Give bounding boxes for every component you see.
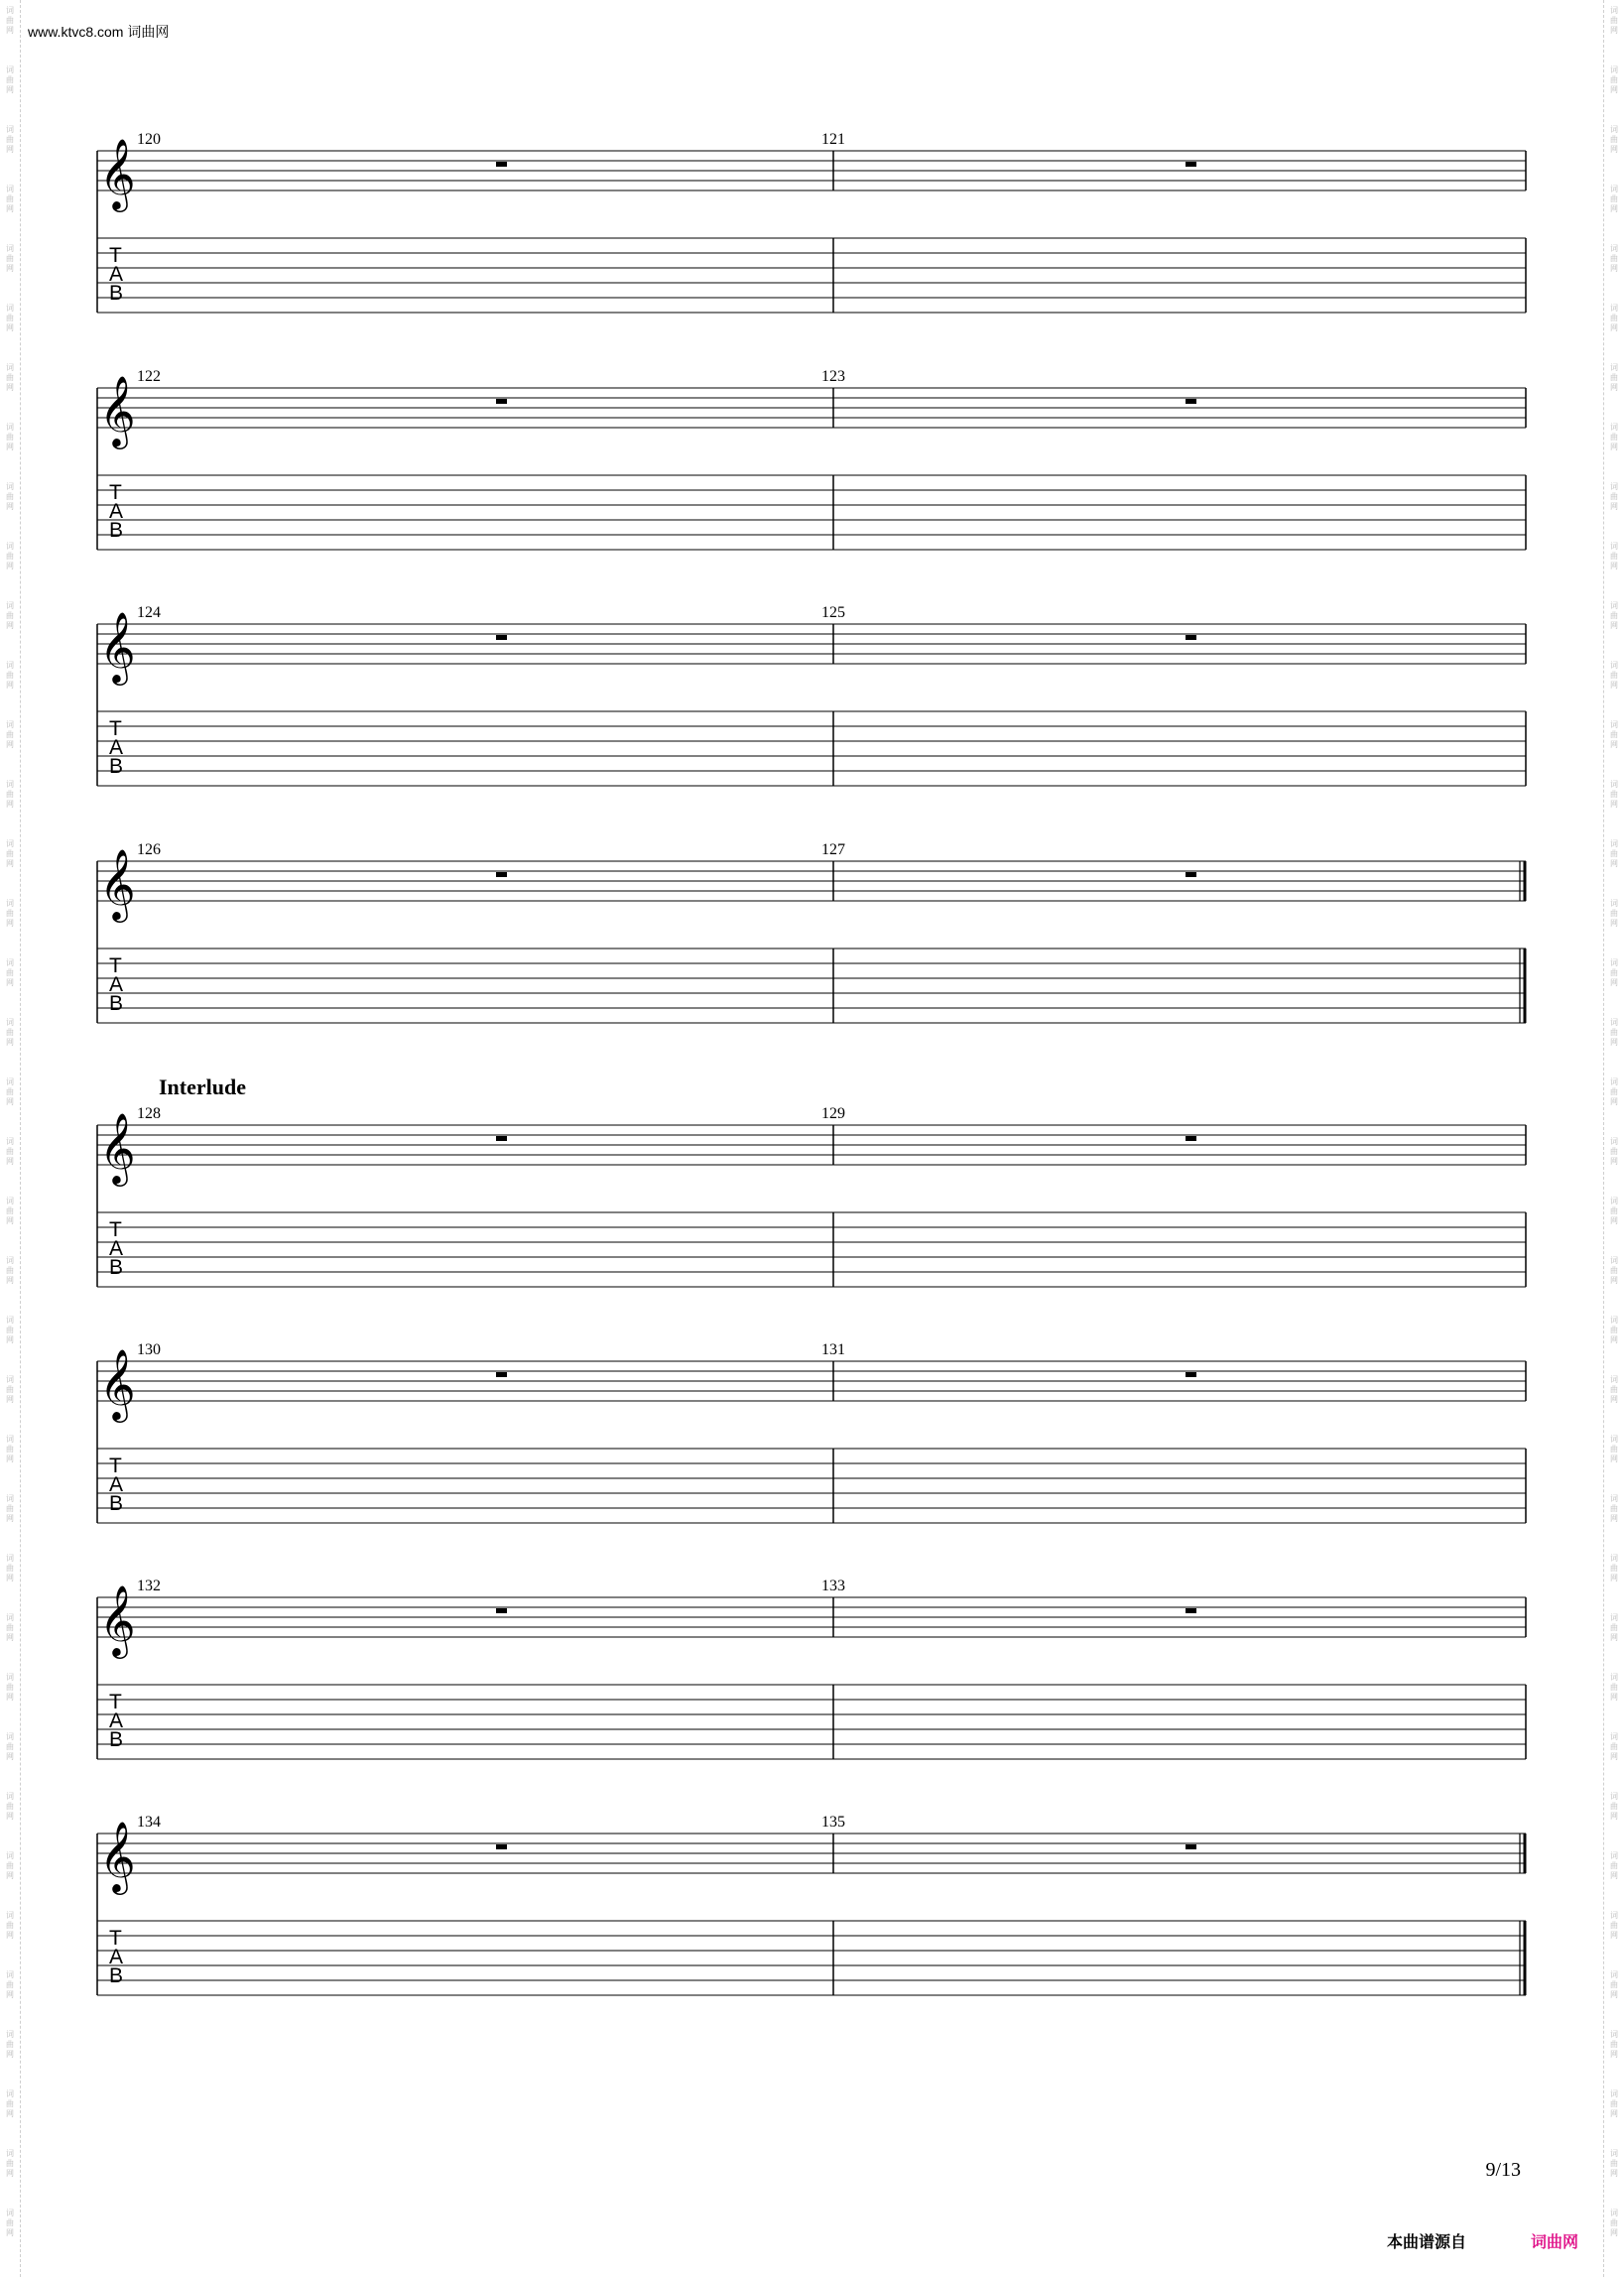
page-number: 9/13 (1485, 2159, 1521, 2181)
watermark-glyph: 词 曲 网 (6, 65, 14, 94)
tab-clef-letter: A (109, 1709, 124, 1732)
watermark-glyph: 词 曲 网 (1610, 1316, 1618, 1344)
watermark-glyph: 词 曲 网 (6, 125, 14, 154)
measure-number: 120 (137, 131, 161, 148)
watermark-glyph: 词 曲 网 (1610, 1673, 1618, 1702)
whole-rest (1186, 872, 1196, 877)
watermark-glyph: 词 曲 网 (6, 1554, 14, 1582)
watermark-glyph: 词 曲 网 (6, 542, 14, 570)
watermark-glyph: 词 曲 网 (1610, 958, 1618, 987)
watermark-glyph: 词 曲 网 (6, 1137, 14, 1166)
watermark-glyph: 词 曲 网 (6, 1792, 14, 1821)
watermark-glyph: 词 曲 网 (1610, 2089, 1618, 2118)
footer-source-label: 本曲谱源自 (1387, 2232, 1467, 2251)
whole-rest (496, 1844, 507, 1849)
watermark-glyph: 词 曲 网 (1610, 1018, 1618, 1047)
treble-clef-icon: 𝄞 (99, 1111, 136, 1184)
watermark-glyph: 词 曲 网 (1610, 780, 1618, 809)
whole-rest (1186, 162, 1196, 167)
score-system (97, 368, 1526, 557)
watermark-glyph: 词 曲 网 (6, 482, 14, 511)
treble-clef-icon: 𝄞 (99, 137, 136, 209)
watermark-glyph: 词 曲 网 (6, 2149, 14, 2178)
whole-rest (1186, 635, 1196, 640)
watermark-glyph: 词 曲 网 (1610, 1851, 1618, 1880)
watermark-glyph: 词 曲 网 (1610, 1792, 1618, 1821)
watermark-glyph: 词 曲 网 (1610, 6, 1618, 35)
treble-clef-icon: 𝄞 (99, 847, 136, 920)
watermark-glyph: 词 曲 网 (1610, 482, 1618, 511)
tab-clef-letter: T (109, 954, 122, 977)
tab-clef-letter: T (109, 1691, 122, 1713)
watermark-glyph: 词 曲 网 (6, 1197, 14, 1225)
measure-number: 129 (821, 1105, 845, 1122)
tab-clef-letter: A (109, 973, 124, 996)
whole-rest (1186, 1372, 1196, 1377)
treble-clef-icon: 𝄞 (99, 1347, 136, 1420)
whole-rest (1186, 1136, 1196, 1141)
score-system (97, 841, 1526, 1030)
tab-clef-letter: A (109, 500, 124, 523)
tab-clef-letter: T (109, 1218, 122, 1241)
watermark-glyph: 词 曲 网 (1610, 899, 1618, 928)
whole-rest (496, 399, 507, 404)
whole-rest (496, 1372, 507, 1377)
watermark-glyph: 词 曲 网 (6, 1018, 14, 1047)
tab-clef-letter: T (109, 244, 122, 267)
tab-clef-letter: A (109, 1946, 124, 1968)
watermark-glyph: 词 曲 网 (6, 244, 14, 273)
measure-number: 123 (821, 368, 845, 385)
tab-clef-letter: B (109, 1492, 124, 1515)
tab-clef-letter: B (109, 992, 124, 1015)
tab-clef-letter: T (109, 717, 122, 740)
watermark-glyph: 词 曲 网 (1610, 839, 1618, 868)
watermark-glyph: 词 曲 网 (6, 1435, 14, 1463)
watermark-glyph: 词 曲 网 (6, 661, 14, 690)
score-system (97, 1814, 1526, 2002)
watermark-glyph: 词 曲 网 (6, 1911, 14, 1940)
measure-number: 127 (821, 841, 845, 858)
watermark-glyph: 词 曲 网 (1610, 185, 1618, 213)
whole-rest (496, 635, 507, 640)
whole-rest (1186, 1844, 1196, 1849)
section-label: Interlude (159, 1075, 246, 1099)
measure-number: 130 (137, 1341, 161, 1358)
whole-rest (1186, 399, 1196, 404)
measure-number: 133 (821, 1578, 845, 1594)
whole-rest (1186, 1608, 1196, 1613)
watermark-glyph: 词 曲 网 (6, 839, 14, 868)
watermark-glyph: 词 曲 网 (6, 720, 14, 749)
tab-clef-letter: A (109, 1473, 124, 1496)
watermark-glyph: 词 曲 网 (6, 423, 14, 451)
watermark-glyph: 词 曲 网 (1610, 125, 1618, 154)
watermark-glyph: 词 曲 网 (6, 958, 14, 987)
tab-clef-letter: B (109, 282, 124, 305)
watermark-glyph: 词 曲 网 (1610, 1375, 1618, 1404)
watermark-glyph: 词 曲 网 (6, 899, 14, 928)
watermark-glyph: 词 曲 网 (1610, 2149, 1618, 2178)
score-system (97, 1578, 1526, 1766)
site-header[interactable]: www.ktvc8.com 词曲网 (28, 24, 170, 40)
watermark-glyph: 词 曲 网 (6, 6, 14, 35)
watermark-glyph: 词 曲 网 (1610, 1077, 1618, 1106)
whole-rest (496, 872, 507, 877)
watermark-glyph: 词 曲 网 (1610, 65, 1618, 94)
measure-number: 135 (821, 1814, 845, 1831)
tab-clef-letter: A (109, 1237, 124, 1260)
watermark-glyph: 词 曲 网 (6, 1970, 14, 1999)
treble-clef-icon: 𝄞 (99, 374, 136, 446)
watermark-glyph: 词 曲 网 (1610, 1732, 1618, 1761)
watermark-glyph: 词 曲 网 (1610, 423, 1618, 451)
measure-number: 131 (821, 1341, 845, 1358)
watermark-glyph: 词 曲 网 (6, 185, 14, 213)
watermark-glyph: 词 曲 网 (6, 780, 14, 809)
score-system (97, 1105, 1526, 1294)
watermark-glyph: 词 曲 网 (1610, 1197, 1618, 1225)
measure-number: 128 (137, 1105, 161, 1122)
measure-number: 124 (137, 604, 161, 621)
tab-clef-letter: B (109, 1256, 124, 1279)
watermark-glyph: 词 曲 网 (1610, 363, 1618, 392)
watermark-glyph: 词 曲 网 (1610, 542, 1618, 570)
tab-clef-letter: A (109, 736, 124, 759)
measure-number: 121 (821, 131, 845, 148)
watermark-glyph: 词 曲 网 (6, 304, 14, 332)
watermark-glyph: 词 曲 网 (6, 1256, 14, 1285)
watermark-glyph: 词 曲 网 (1610, 1554, 1618, 1582)
watermark-glyph: 词 曲 网 (6, 601, 14, 630)
score-system (97, 1341, 1526, 1530)
whole-rest (496, 1136, 507, 1141)
tab-clef-letter: B (109, 755, 124, 778)
watermark-glyph: 词 曲 网 (1610, 2030, 1618, 2059)
measure-number: 132 (137, 1578, 161, 1594)
watermark-glyph: 词 曲 网 (1610, 720, 1618, 749)
tab-clef-letter: T (109, 1455, 122, 1477)
tab-clef-letter: A (109, 263, 124, 286)
watermark-glyph: 词 曲 网 (6, 2030, 14, 2059)
watermark-glyph: 词 曲 网 (1610, 1911, 1618, 1940)
watermark-glyph: 词 曲 网 (1610, 601, 1618, 630)
watermark-glyph: 词 曲 网 (6, 2089, 14, 2118)
treble-clef-icon: 𝄞 (99, 610, 136, 683)
tab-clef-letter: B (109, 1728, 124, 1751)
watermark-glyph: 词 曲 网 (6, 1316, 14, 1344)
measure-number: 122 (137, 368, 161, 385)
tab-clef-letter: T (109, 481, 122, 504)
watermark-glyph: 词 曲 网 (1610, 1256, 1618, 1285)
score-system (97, 131, 1526, 319)
watermark-glyph: 词 曲 网 (1610, 304, 1618, 332)
measure-number: 126 (137, 841, 161, 858)
watermark-glyph: 词 曲 网 (1610, 1970, 1618, 1999)
watermark-glyph: 词 曲 网 (1610, 1613, 1618, 1642)
tab-clef-letter: T (109, 1927, 122, 1950)
watermark-glyph: 词 曲 网 (6, 1851, 14, 1880)
watermark-glyph: 词 曲 网 (1610, 1435, 1618, 1463)
watermark-glyph: 词 曲 网 (6, 1613, 14, 1642)
whole-rest (496, 162, 507, 167)
watermark-glyph: 词 曲 网 (1610, 1494, 1618, 1523)
watermark-glyph: 词 曲 网 (6, 1673, 14, 1702)
watermark-glyph: 词 曲 网 (6, 1077, 14, 1106)
watermark-glyph: 词 曲 网 (6, 1375, 14, 1404)
watermark-glyph: 词 曲 网 (6, 2209, 14, 2237)
score-system (97, 604, 1526, 793)
watermark-glyph: 词 曲 网 (1610, 2209, 1618, 2237)
measure-number: 125 (821, 604, 845, 621)
treble-clef-icon: 𝄞 (99, 1583, 136, 1656)
measure-number: 134 (137, 1814, 161, 1831)
tab-clef-letter: B (109, 519, 124, 542)
watermark-glyph: 词 曲 网 (1610, 1137, 1618, 1166)
watermark-glyph: 词 曲 网 (6, 1732, 14, 1761)
watermark-glyph: 词 曲 网 (1610, 661, 1618, 690)
footer-brand[interactable]: 词曲网 (1531, 2232, 1579, 2251)
watermark-glyph: 词 曲 网 (6, 1494, 14, 1523)
watermark-glyph: 词 曲 网 (6, 363, 14, 392)
whole-rest (496, 1608, 507, 1613)
watermark-glyph: 词 曲 网 (1610, 244, 1618, 273)
treble-clef-icon: 𝄞 (99, 1820, 136, 1892)
tab-clef-letter: B (109, 1964, 124, 1987)
